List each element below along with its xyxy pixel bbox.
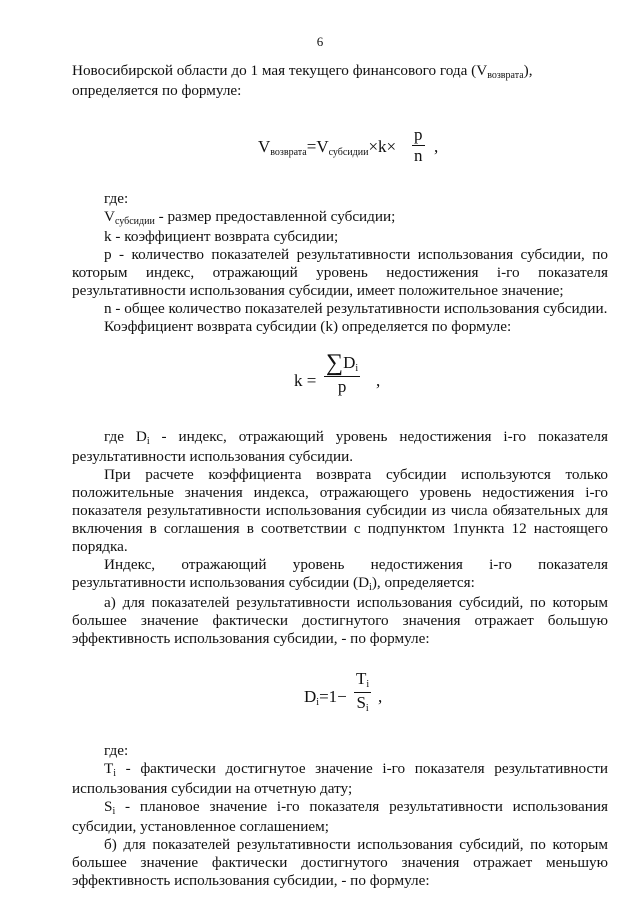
- where-label-2: где:: [104, 742, 129, 759]
- formula-di: Di=1− $\frac{Ti}{Si}$ ,: [304, 669, 383, 714]
- formula-k: k = $\frac{\sum Di}{p}$ ,: [294, 350, 381, 396]
- def-n: n - общее количество показателей результативности использования субсидии.: [104, 300, 608, 317]
- index-paragraph: Индекс, отражающий уровень недостижения i-го показателя результативности использования субсидии (Di), определяется:: [72, 556, 608, 593]
- where-label-1: где:: [104, 190, 129, 207]
- document-body: [72, 62, 608, 890]
- case-b-paragraph: б) для показателей результативности использования субсидий, по которым большее значение фактически достигнутого значения отражает меньшую эффективность использования субсидии, - по формуле:: [72, 836, 608, 889]
- def-p: p - количество показателей результативности использования субсидии, по которым индекс, отражающий уровень недостижения i-го показателя результативности использования субсидии, имеет положительное значение;: [72, 246, 608, 299]
- case-a-paragraph: а) для показателей результативности использования субсидий, по которым большее значение фактически достигнутого значения отражает большую эффективность использования субсидии, - по формуле:: [72, 594, 608, 647]
- k-intro: Коэффициент возврата субсидии (k) определяется по формуле:: [104, 318, 512, 335]
- fraction-p-over-n: $\frac{p}{n}$: [414, 125, 423, 165]
- def-k: k - коэффициент возврата субсидии;: [104, 228, 339, 245]
- intro-paragraph: Новосибирской области до 1 мая текущего финансового года (Vвозврата), определяется по формуле:: [72, 62, 533, 99]
- formula-v-return: Vвозврата=Vсубсидии×k× $\frac{p}{n}$ ,: [258, 125, 439, 165]
- fraction-sum-d-over-p: $\frac{\sum Di}{p}$: [326, 350, 359, 396]
- fraction-t-over-s: $\frac{Ti}{Si}$: [356, 669, 370, 714]
- def-t: Ti - фактически достигнутое значение i-го показателя результативности использования субсидии на отчетную дату;: [72, 760, 608, 797]
- def-v-subsidy: Vсубсидии - размер предоставленной субсидии;: [104, 208, 396, 227]
- calc-paragraph: При расчете коэффициента возврата субсидии используются только положительные значения индекса, отражающего уровень недостижения i-го показателя результативности использования субсидии из числа обязательных для включения в соглашения в соответствии с подпунктом 1пункта 12 настоящего порядка.: [72, 466, 608, 555]
- page-number: 6: [316, 34, 324, 49]
- di-definition: где Di - индекс, отражающий уровень недостижения i-го показателя результативности использования субсидии.: [72, 428, 608, 465]
- def-s: Si - плановое значение i-го показателя результативности использования субсидии, установленное соглашением;: [72, 798, 608, 835]
